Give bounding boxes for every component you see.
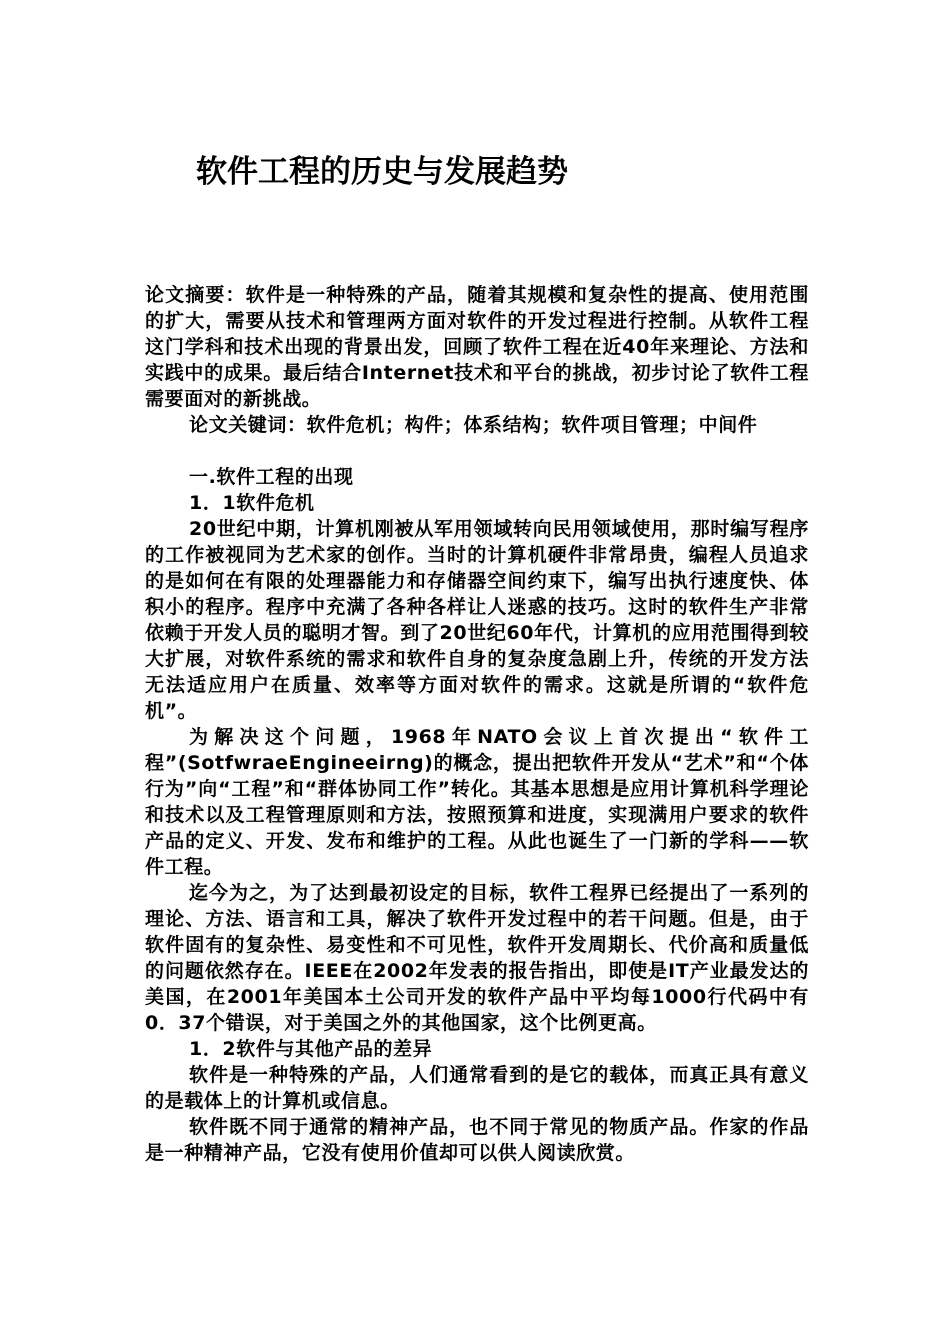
section-heading-1-1: 1．1软件危机: [189, 492, 315, 514]
keywords-paragraph: 论文关键词：软件危机；构件；体系结构；软件项目管理；中间件: [189, 414, 758, 436]
document-body: [145, 282, 809, 1166]
body-paragraph-2: 为解决这个问题，1968年NATO会议上首次提出“软件工程”(SotfwraeEngineeirng)的概念，提出把软件开发从“艺术”和“个体行为”向“工程”和“群体协同工作”转化。其基本思想是应用计算机科学理论和技术以及工程管理原则和方法，按照预算和进度，实现满用户要求的软件产品的定义、开发、发布和维护的工程。从此也诞生了一门新的学科——软件工程。: [145, 726, 809, 878]
body-paragraph-1: 20世纪中期，计算机刚被从军用领域转向民用领域使用，那时编写程序的工作被视同为艺术家的创作。当时的计算机硬件非常昂贵，编程人员追求的是如何在有限的处理器能力和存储器空间约束下，编写出执行速度快、体积小的程序。程序中充满了各种各样让人迷惑的技巧。这时的软件生产非常依赖于开发人员的聪明才智。到了20世纪60年代，计算机的应用范围得到较大扩展，对软件系统的需求和软件自身的复杂度急剧上升，传统的开发方法无法适应用户在质量、效率等方面对软件的需求。这就是所谓的“软件危机”。: [145, 518, 809, 722]
section-heading-1: 一.软件工程的出现: [189, 466, 354, 488]
document-title: 软件工程的历史与发展趋势: [196, 154, 568, 190]
section-heading-1-2: 1．2软件与其他产品的差异: [189, 1038, 433, 1060]
abstract-paragraph: 论文摘要：软件是一种特殊的产品，随着其规模和复杂性的提高、使用范围的扩大，需要从技术和管理两方面对软件的开发过程进行控制。从软件工程这门学科和技术出现的背景出发，回顾了软件工程在近40年来理论、方法和实践中的成果。最后结合Internet技术和平台的挑战，初步讨论了软件工程需要面对的新挑战。: [145, 284, 809, 410]
body-paragraph-4: 软件是一种特殊的产品，人们通常看到的是它的载体，而真正具有意义的是载体上的计算机或信息。: [145, 1064, 809, 1112]
paragraph-gap: [145, 438, 809, 464]
body-paragraph-5: 软件既不同于通常的精神产品，也不同于常见的物质产品。作家的作品是一种精神产品，它没有使用价值却可以供人阅读欣赏。: [145, 1116, 809, 1164]
body-paragraph-3: 迄今为之，为了达到最初设定的目标，软件工程界已经提出了一系列的理论、方法、语言和工具，解决了软件开发过程中的若干问题。但是，由于软件固有的复杂性、易变性和不可见性，软件开发周期长、代价高和质量低的问题依然存在。IEEE在2002年发表的报告指出，即使是IT产业最发达的美国，在2001年美国本土公司开发的软件产品中平均每1000行代码中有0．37个错误，对于美国之外的其他国家，这个比例更高。: [145, 882, 809, 1034]
